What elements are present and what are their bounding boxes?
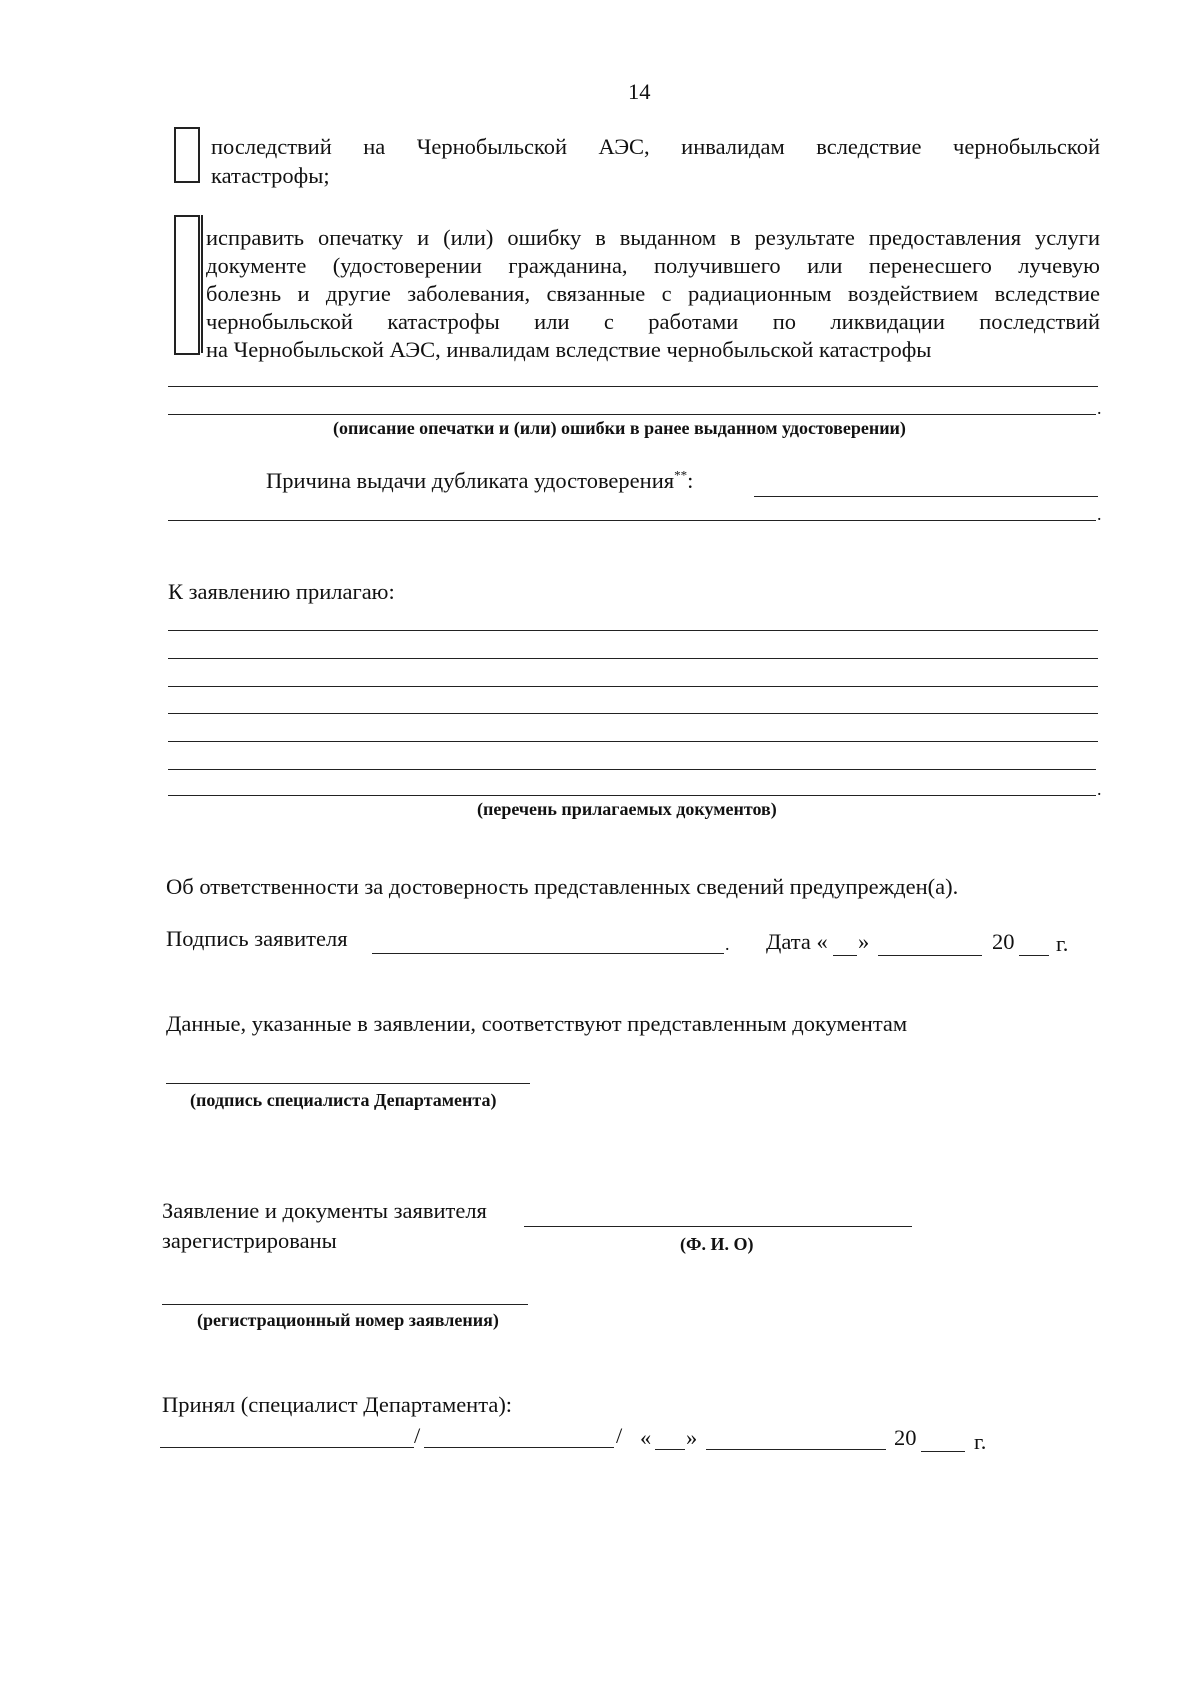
error-line-period: . [1097, 398, 1102, 418]
registered-line2: зарегистрированы [162, 1228, 337, 1253]
section2-line4: чернобыльской катастрофы или с работами по ликвидации последствий [206, 309, 1100, 334]
specialist-signature-line[interactable] [166, 1083, 530, 1084]
checkbox-chernobyl-consequences[interactable] [174, 127, 200, 183]
fio-caption: (Ф. И. О) [680, 1234, 754, 1254]
attachment-line-1[interactable] [168, 630, 1098, 631]
checkbox-correct-error[interactable] [174, 215, 200, 355]
section1-line2: катастрофы; [211, 163, 330, 188]
signature-period: . [725, 934, 730, 954]
page-number: 14 [628, 79, 651, 104]
accepted-signature-line[interactable] [160, 1447, 414, 1448]
section2-line5: на Чернобыльской АЭС, инвалидам вследствие чернобыльской катастрофы [206, 337, 932, 362]
section2-line3: болезнь и другие заболевания, связанные с радиационным воздействием вследствие [206, 281, 1100, 306]
attachment-line-4[interactable] [168, 713, 1098, 714]
accepted-name-line[interactable] [424, 1447, 614, 1448]
accepted-quote-open: « [640, 1425, 652, 1450]
responsibility-text: Об ответственности за достоверность представленных сведений предупрежден(а). [166, 874, 959, 899]
date-day-line[interactable] [833, 955, 857, 956]
attachment-line-2[interactable] [168, 658, 1098, 659]
duplicate-reason-text: Причина выдачи дубликата удостоверения [266, 468, 675, 493]
attachments-caption: (перечень прилагаемых документов) [477, 799, 777, 819]
registered-line1: Заявление и документы заявителя [162, 1198, 487, 1223]
data-confirmation-text: Данные, указанные в заявлении, соответствуют представленным документам [166, 1011, 908, 1036]
applicant-signature-label: Подпись заявителя [166, 926, 348, 951]
registration-number-caption: (регистрационный номер заявления) [197, 1310, 499, 1330]
specialist-signature-caption: (подпись специалиста Департамента) [190, 1090, 497, 1110]
attachment-line-7[interactable] [168, 795, 1096, 796]
accepted-year-suffix: г. [974, 1429, 987, 1454]
duplicate-reason-colon: : [687, 468, 694, 493]
section2-line2: документе (удостоверении гражданина, получившего или перенесшего лучевую [206, 253, 1100, 278]
checkbox-divider [201, 215, 203, 353]
accepted-label: Принял (специалист Департамента): [162, 1392, 513, 1417]
date-label: Дата « [766, 929, 828, 954]
duplicate-reason-line-2[interactable] [168, 520, 1096, 521]
duplicate-reason-line-1[interactable] [754, 496, 1098, 497]
attachment-line-period: . [1097, 779, 1102, 799]
attachment-line-5[interactable] [168, 741, 1098, 742]
date-close-quote: » [858, 929, 870, 954]
section1-line1: последствий на Чернобыльской АЭС, инвалидам вследствие чернобыльской [211, 134, 1100, 159]
accepted-quote-close: » [686, 1425, 698, 1450]
date-year-suffix: г. [1056, 931, 1069, 956]
registrar-fio-line[interactable] [524, 1226, 912, 1227]
error-description-line-2[interactable] [168, 414, 1096, 415]
duplicate-line-period: . [1097, 504, 1102, 524]
attachment-line-3[interactable] [168, 686, 1098, 687]
duplicate-reason-label [266, 467, 693, 494]
accepted-month-line[interactable] [706, 1449, 886, 1450]
registration-number-line[interactable] [162, 1304, 528, 1305]
accepted-day-line[interactable] [655, 1449, 685, 1450]
attachment-line-6[interactable] [168, 769, 1096, 770]
accepted-year-line[interactable] [921, 1451, 965, 1452]
accepted-slash-2: / [616, 1423, 623, 1448]
attachments-label: К заявлению прилагаю: [168, 579, 395, 604]
section2-line1: исправить опечатку и (или) ошибку в выданном в результате предоставления услуги [206, 225, 1100, 250]
duplicate-reason-footnote-mark: ** [674, 467, 688, 483]
date-year-prefix: 20 [992, 929, 1015, 954]
date-month-line[interactable] [878, 955, 982, 956]
date-year-line[interactable] [1019, 955, 1049, 956]
accepted-year-prefix: 20 [894, 1425, 917, 1450]
error-description-caption: (описание опечатки и (или) ошибки в ранее выданном удостоверении) [333, 418, 906, 438]
error-description-line-1[interactable] [168, 386, 1098, 387]
accepted-slash-1: / [414, 1423, 421, 1448]
applicant-signature-line[interactable] [372, 953, 724, 954]
